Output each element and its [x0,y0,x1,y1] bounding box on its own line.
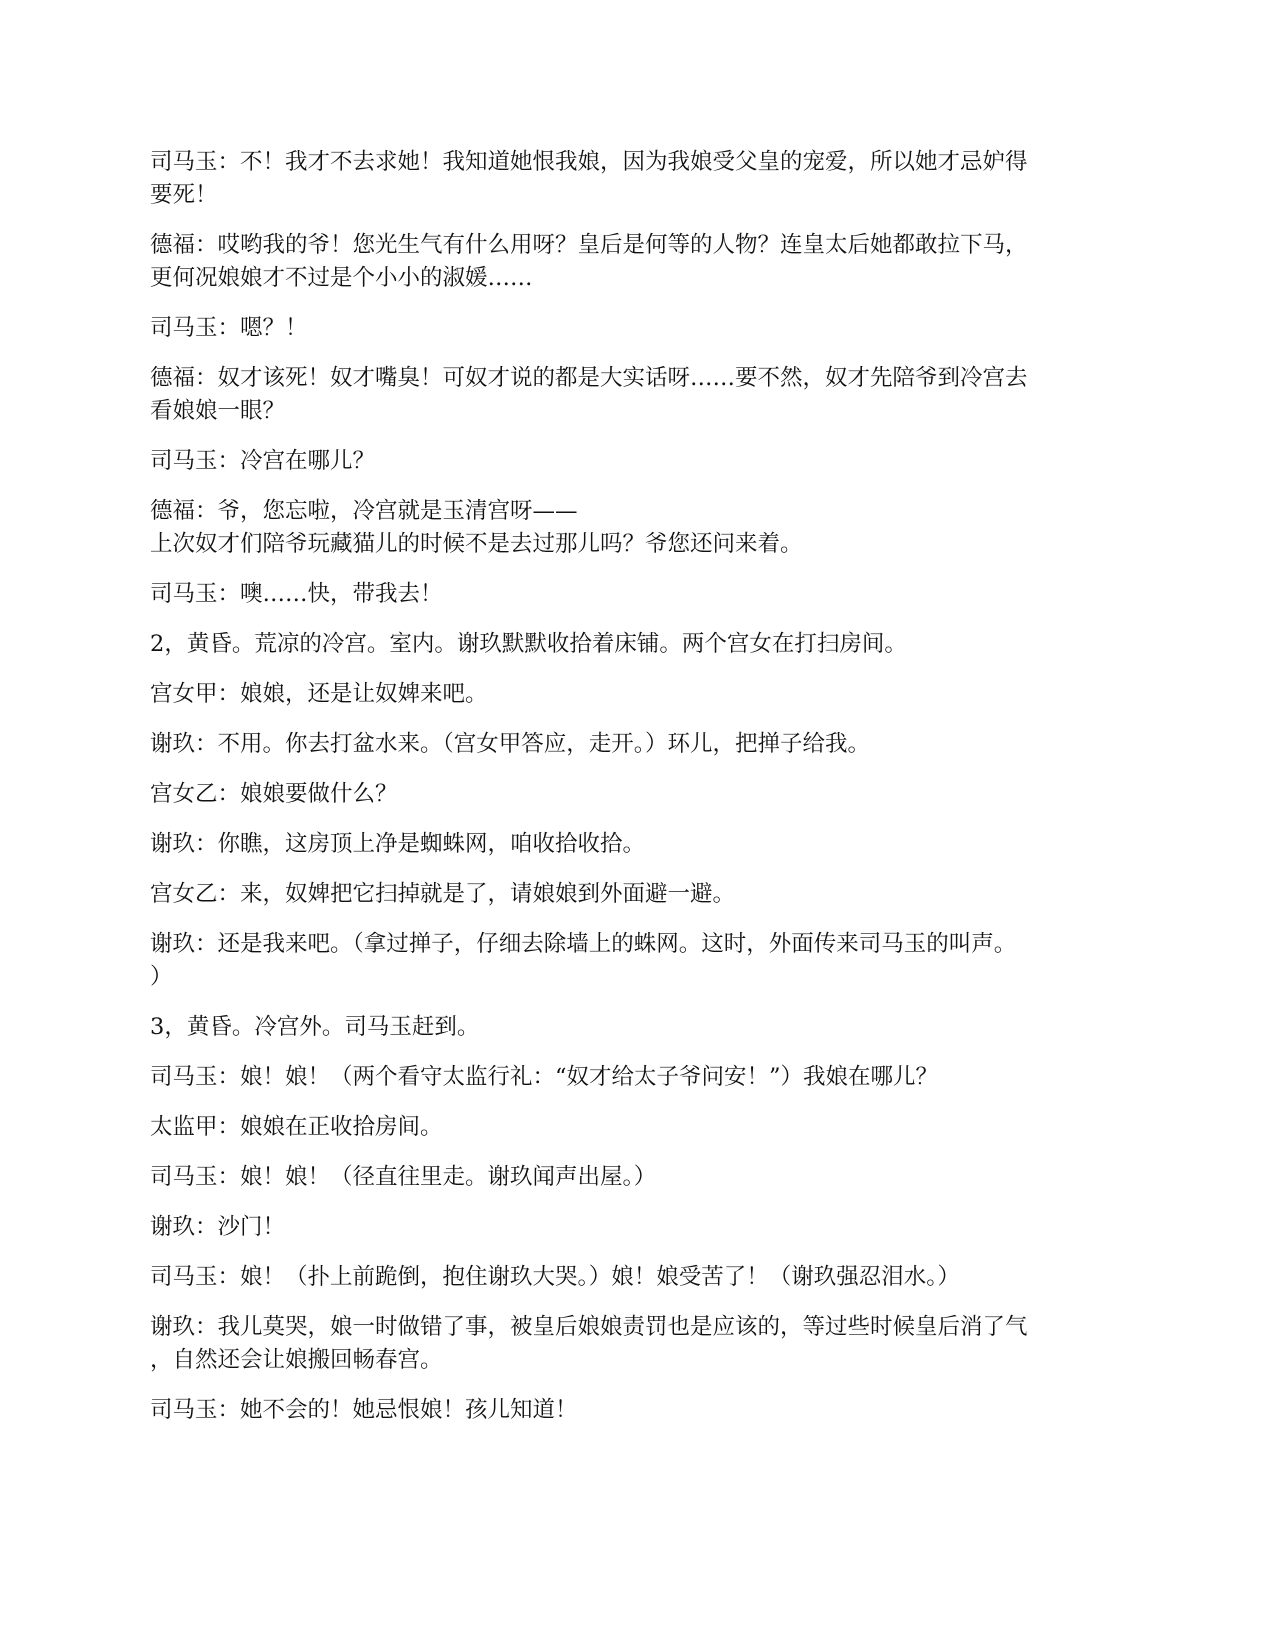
dialogue-line: 太监甲：娘娘在正收拾房间。 [150,1114,443,1140]
dialogue-line: 谢玖：不用。你去打盆水来。（宫女甲答应，走开。）环儿，把掸子给我。 [150,731,871,757]
dialogue-line: 谢玖：沙门！ [150,1214,286,1240]
dialogue-line: 司马玉：嗯？！ [150,315,308,341]
scene-heading: 3，黄昏。冷宫外。司马玉赶到。 [150,1014,480,1040]
dialogue-line: 司马玉：她不会的！她忌恨娘！孩儿知道！ [150,1397,578,1423]
dialogue-line: 谢玖：还是我来吧。（拿过掸子，仔细去除墙上的蛛网。这时，外面传来司马玉的叫声。 ） [150,931,1017,990]
dialogue-line: 宫女甲：娘娘，还是让奴婢来吧。 [150,681,488,707]
scene-heading: 2，黄昏。荒凉的冷宫。室内。谢玖默默收拾着床铺。两个宫女在打扫房间。 [150,631,907,657]
script-body [150,146,1125,1444]
dialogue-line: 司马玉：噢……快，带我去！ [150,581,443,607]
dialogue-line: 德福：爷，您忘啦，冷宫就是玉清宫呀—— 上次奴才们陪爷玩藏猫儿的时候不是去过那儿吗？爷您还问来着。 [150,498,803,557]
dialogue-line: 谢玖：你瞧，这房顶上净是蜘蛛网，咱收拾收拾。 [150,831,646,857]
dialogue-line: 德福：奴才该死！奴才嘴臭！可奴才说的都是大实话呀……要不然，奴才先陪爷到冷宫去 看娘娘一眼？ [150,365,1028,424]
dialogue-line: 德福：哎哟我的爷！您光生气有什么用呀？皇后是何等的人物？连皇太后她都敢拉下马， 更何况娘娘才不过是个小小的淑媛…… [150,232,1028,291]
dialogue-line: 宫女乙：来，奴婢把它扫掉就是了，请娘娘到外面避一避。 [150,881,736,907]
dialogue-line: 司马玉：不！我才不去求她！我知道她恨我娘，因为我娘受父皇的宠爱，所以她才忌妒得 要死！ [150,149,1028,208]
dialogue-line: 谢玖：我儿莫哭，娘一时做错了事，被皇后娘娘责罚也是应该的，等过些时候皇后消了气 ，自然还会让娘搬回畅春宫。 [150,1314,1028,1373]
dialogue-line: 司马玉：娘！娘！（两个看守太监行礼：“奴才给太子爷问安！”）我娘在哪儿？ [150,1064,939,1090]
dialogue-line: 宫女乙：娘娘要做什么？ [150,781,398,807]
dialogue-line: 司马玉：冷宫在哪儿？ [150,448,376,474]
dialogue-line: 司马玉：娘！娘！（径直往里走。谢玖闻声出屋。） [150,1164,657,1190]
dialogue-line: 司马玉：娘！（扑上前跪倒，抱住谢玖大哭。）娘！娘受苦了！（谢玖强忍泪水。） [150,1264,961,1290]
